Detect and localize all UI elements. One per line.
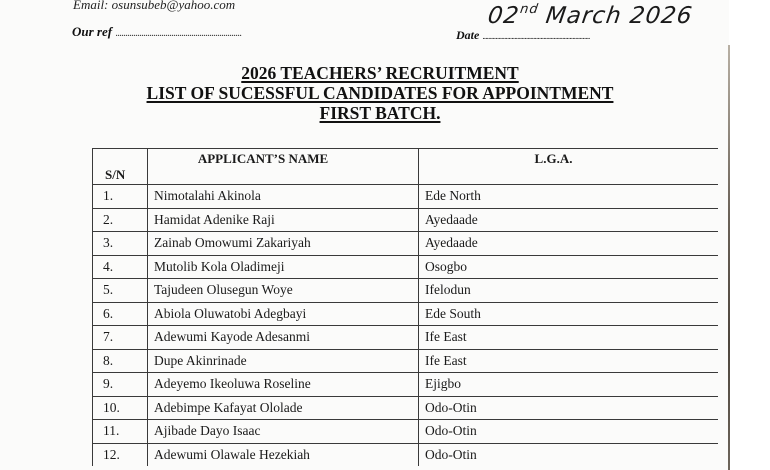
row-name: Adewumi Olawale Hezekiah	[148, 443, 419, 466]
row-sn: 5.	[93, 279, 148, 303]
row-name: Tajudeen Olusegun Woye	[148, 279, 419, 303]
row-name: Hamidat Adenike Raji	[148, 208, 419, 232]
table-row	[93, 420, 719, 444]
table-row	[93, 302, 719, 326]
row-sn: 7.	[93, 326, 148, 350]
table-header-row	[93, 149, 719, 185]
row-name: Nimotalahi Akinola	[148, 185, 419, 209]
row-name: Adewumi Kayode Adesanmi	[148, 326, 419, 350]
row-lga: Odo-Otin	[419, 443, 719, 466]
table-row	[93, 349, 719, 373]
handwritten-date-month-year: March 2026	[544, 3, 695, 29]
row-lga: Ede North	[419, 185, 719, 209]
title-line-3: FIRST BATCH.	[319, 103, 441, 123]
row-name: Adeyemo Ikeoluwa Roseline	[148, 373, 419, 397]
row-name: Abiola Oluwatobi Adegbayi	[148, 302, 419, 326]
row-sn: 4.	[93, 255, 148, 279]
row-sn: 10.	[93, 396, 148, 420]
table-row	[93, 373, 719, 397]
table-row	[93, 443, 719, 466]
our-ref-line	[72, 24, 241, 40]
column-header-sn: S/N	[93, 149, 148, 185]
row-lga: Ifelodun	[419, 279, 719, 303]
title-line-2: LIST OF SUCESSFUL CANDIDATES FOR APPOINTMENT	[146, 83, 614, 103]
table-row	[93, 185, 719, 209]
our-ref-dots: ...............................................................	[115, 28, 242, 39]
row-lga: Ife East	[419, 349, 719, 373]
row-sn: 3.	[93, 232, 148, 256]
row-sn: 1.	[93, 185, 148, 209]
table-row	[93, 326, 719, 350]
row-sn: 9.	[93, 373, 148, 397]
page-edge-shadow	[728, 45, 730, 470]
date-line	[456, 28, 590, 43]
row-sn: 6.	[93, 302, 148, 326]
row-name: Mutolib Kola Oladimeji	[148, 255, 419, 279]
table-row	[93, 279, 719, 303]
handwritten-date-suffix: nd	[519, 2, 540, 17]
our-ref-label: Our ref	[72, 24, 113, 39]
row-lga: Ayedaade	[419, 208, 719, 232]
column-header-name: APPLICANT’S NAME	[148, 149, 419, 185]
row-name: Dupe Akinrinade	[148, 349, 419, 373]
row-lga: Odo-Otin	[419, 396, 719, 420]
table-row	[93, 255, 719, 279]
row-name: Zainab Omowumi Zakariyah	[148, 232, 419, 256]
handwritten-date	[486, 2, 694, 29]
candidates-table	[92, 148, 718, 466]
title-line-1: 2026 TEACHERS’ RECRUITMENT	[241, 63, 519, 83]
handwritten-date-day: 02	[486, 3, 522, 29]
row-lga: Osogbo	[419, 255, 719, 279]
right-margin	[731, 0, 770, 470]
row-lga: Ife East	[419, 326, 719, 350]
row-sn: 8.	[93, 349, 148, 373]
row-lga: Ede South	[419, 302, 719, 326]
table-row	[93, 208, 719, 232]
row-lga: Ayedaade	[419, 232, 719, 256]
document-title	[80, 63, 680, 123]
row-name: Adebimpe Kafayat Ololade	[148, 396, 419, 420]
date-label: Date	[456, 28, 480, 42]
row-sn: 11.	[93, 420, 148, 444]
row-name: Ajibade Dayo Isaac	[148, 420, 419, 444]
date-dots: ..........................................................................	[482, 31, 590, 41]
table-row	[93, 396, 719, 420]
letterhead-email: Email: osunsubeb@yahoo.com	[73, 0, 236, 12]
row-lga: Odo-Otin	[419, 420, 719, 444]
table-row	[93, 232, 719, 256]
row-sn: 12.	[93, 443, 148, 466]
row-lga: Ejigbo	[419, 373, 719, 397]
row-sn: 2.	[93, 208, 148, 232]
column-header-lga: L.G.A.	[419, 149, 719, 185]
